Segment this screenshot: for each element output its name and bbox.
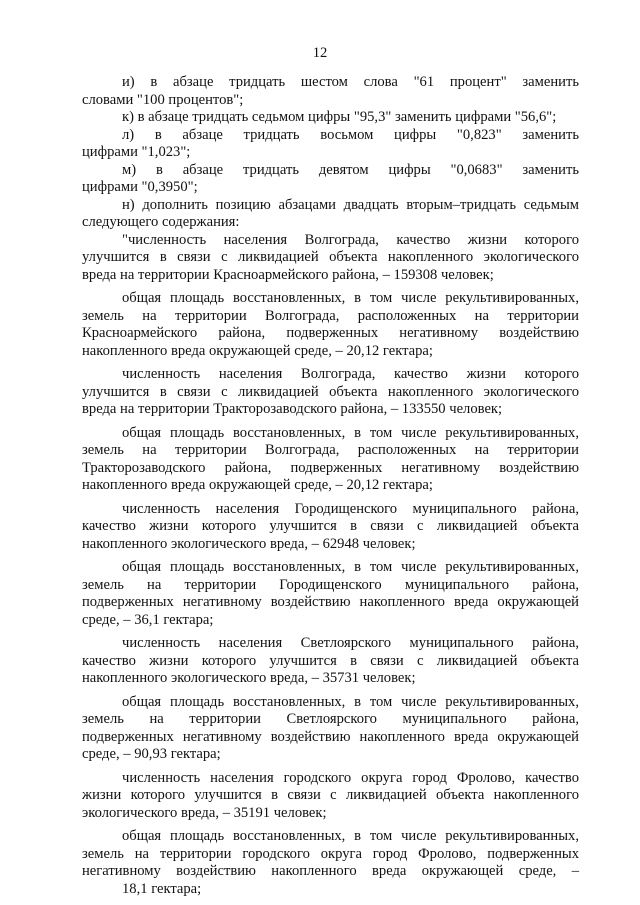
- text-line: словами "100 процентов";: [82, 91, 244, 108]
- text-line: цифрами "0,3950";: [82, 179, 198, 195]
- text-line: земель на территории Волгограда, расположенных на территории: [82, 442, 579, 458]
- text-line: накопленного вреда окружающей среде, – 20,12 гектара;: [82, 342, 433, 359]
- text-line: 18,1 гектара;: [122, 880, 202, 897]
- text-line: численность населения Городищенского муниципального района,: [122, 500, 579, 517]
- text-line: численность населения Светлоярского муниципального района,: [122, 635, 579, 651]
- text-line: численность населения городского округа город Фролово, качество: [122, 769, 579, 786]
- text-line: среде, – 36,1 гектара;: [82, 611, 214, 628]
- text-line: Красноармейского района, подверженных негативному воздействию: [82, 325, 579, 341]
- text-line: следующего содержания:: [82, 214, 240, 230]
- text-line: вреда на территории Тракторозаводского района, – 133550 человек;: [82, 401, 503, 417]
- text-line: подверженных негативному воздействию накопленного вреда окружающей: [82, 594, 579, 610]
- text-line: негативному воздействию накопленного вреда окружающей среде, –: [82, 863, 579, 879]
- text-line: накопленного экологического вреда, – 62948 человек;: [82, 535, 416, 552]
- text-line: общая площадь восстановленных, в том числе рекультивированных,: [122, 693, 579, 710]
- text-line: качество жизни которого улучшится в связи с ликвидацией объекта: [82, 652, 579, 669]
- text-line: н) дополнить позицию абзацами двадцать вторым–тридцать седьмым: [122, 196, 579, 213]
- text-line: "численность населения Волгограда, качество жизни которого: [122, 231, 579, 248]
- text-line: улучшится в связи с ликвидацией объекта накопленного экологического: [82, 249, 579, 265]
- text-line: качество жизни которого улучшится в связи с ликвидацией объекта: [82, 518, 579, 534]
- text-line: земель на территории городского округа город Фролово, подверженных: [82, 845, 579, 862]
- text-line: и) в абзаце тридцать шестом слова "61 процент" заменить: [122, 74, 579, 90]
- text-line: к) в абзаце тридцать седьмом цифры "95,3" заменить цифрами "56,6";: [122, 109, 557, 125]
- text-line: подверженных негативному воздействию накопленного вреда окружающей: [82, 728, 579, 745]
- text-line: жизни которого улучшится в связи с ликвидацией объекта накопленного: [82, 787, 579, 803]
- text-line: накопленного экологического вреда, – 35731 человек;: [82, 670, 416, 686]
- page-number: 12: [312, 45, 328, 61]
- text-line: среде, – 90,93 гектара;: [82, 746, 221, 762]
- text-line: земель на территории Городищенского муниципального района,: [82, 576, 579, 593]
- text-line: общая площадь восстановленных, в том числе рекультивированных,: [122, 559, 579, 575]
- text-line: вреда на территории Красноармейского района, – 159308 человек;: [82, 266, 494, 283]
- text-line: численность населения Волгограда, качество жизни которого: [122, 366, 579, 382]
- text-line: улучшится в связи с ликвидацией объекта накопленного экологического: [82, 383, 579, 400]
- document-body: [82, 74, 579, 898]
- text-line: Тракторозаводского района, подверженных негативному воздействию: [82, 459, 579, 476]
- text-line: экологического вреда, – 35191 человек;: [82, 804, 327, 821]
- text-line: общая площадь восстановленных, в том числе рекультивированных,: [122, 828, 579, 844]
- text-line: земель на территории Волгограда, расположенных на территории: [82, 307, 579, 324]
- text-line: л) в абзаце тридцать восьмом цифры "0,823" заменить: [122, 126, 579, 143]
- text-line: общая площадь восстановленных, в том числе рекультивированных,: [122, 290, 579, 306]
- text-line: цифрами "1,023";: [82, 144, 191, 160]
- text-line: накопленного вреда окружающей среде, – 20,12 гектара;: [82, 477, 433, 493]
- text-line: общая площадь восстановленных, в том числе рекультивированных,: [122, 424, 579, 441]
- text-line: земель на территории Светлоярского муниципального района,: [82, 711, 579, 727]
- text-line: м) в абзаце тридцать девятом цифры "0,0683" заменить: [122, 161, 579, 178]
